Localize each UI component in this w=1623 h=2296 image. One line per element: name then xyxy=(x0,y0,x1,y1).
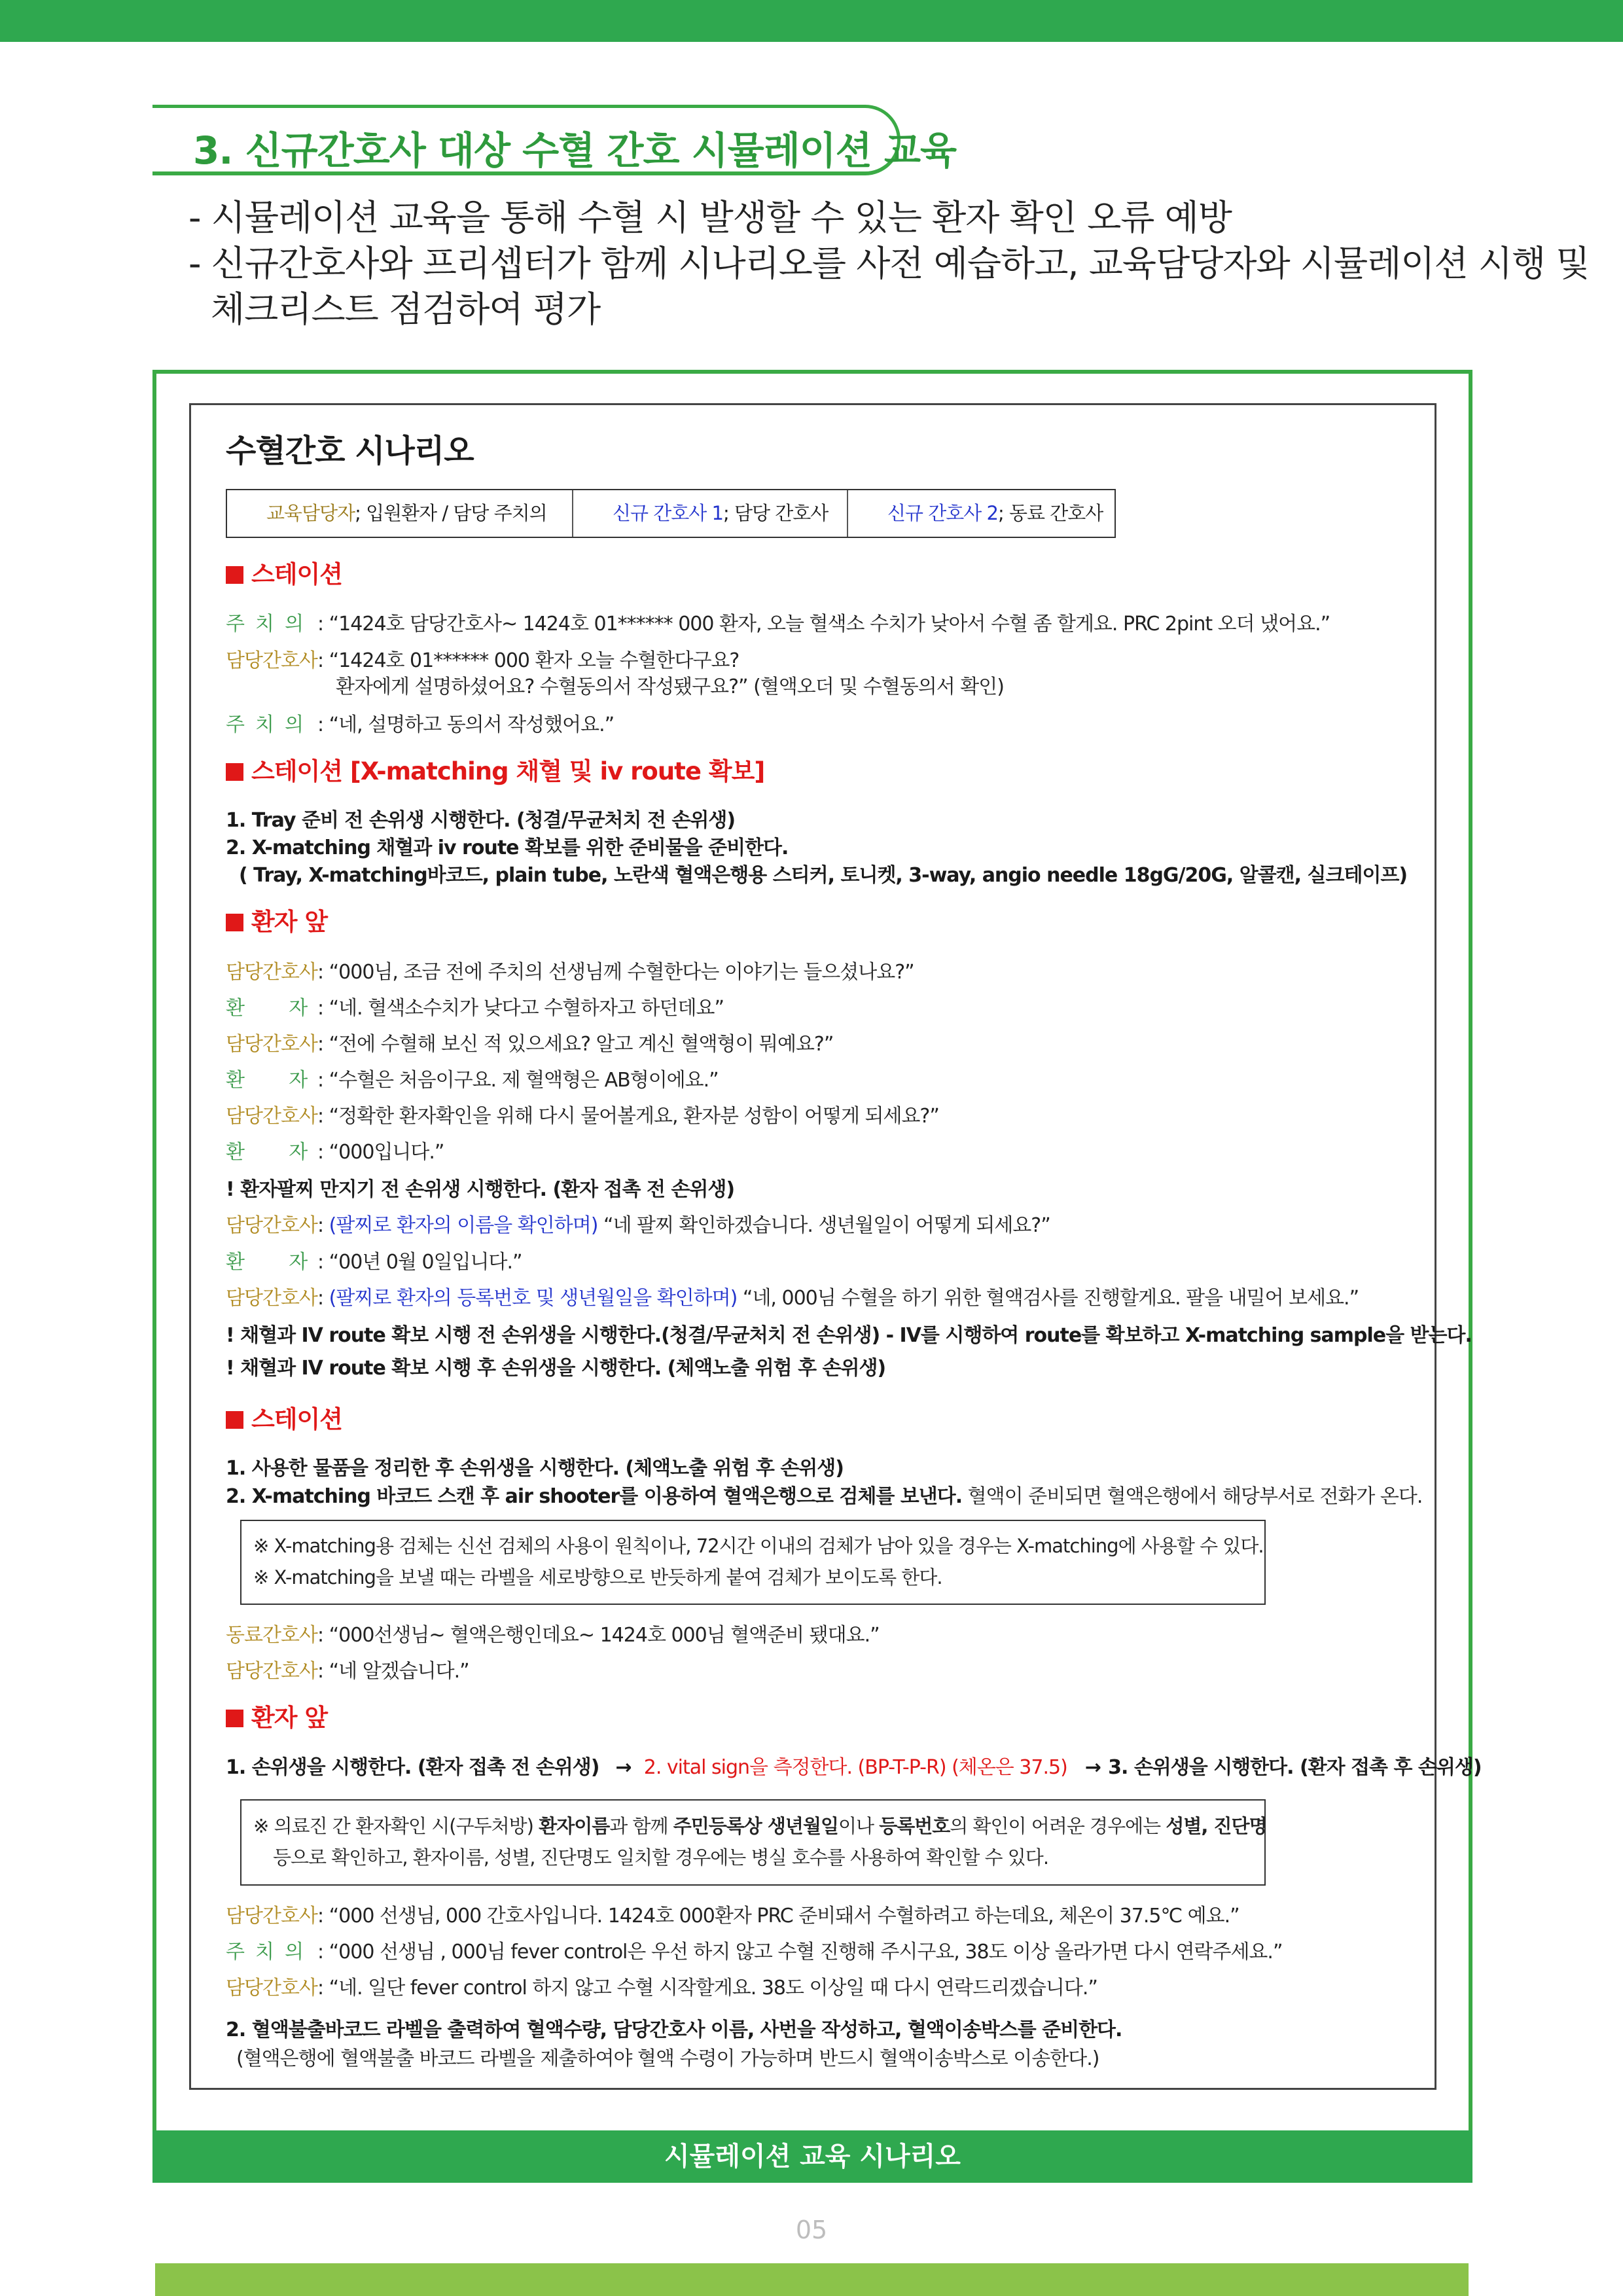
flow-steps xyxy=(226,1751,1482,1780)
speaker-nurse: 담당간호사 xyxy=(226,1033,317,1056)
note-line: 등으로 확인하고, 환자이름, 성별, 진단명도 일치할 경우에는 병실 호수를 사용하여 확인할 수 있다. xyxy=(273,1846,1049,1869)
red-square-icon xyxy=(226,1411,243,1429)
speaker-colleague: 동료간호사 xyxy=(226,1624,317,1647)
note-bold: 등록번호 xyxy=(879,1815,950,1837)
dialogue-line xyxy=(226,1971,1097,2000)
speaker-nurse: 담당간호사 xyxy=(226,649,317,672)
dialogue-text: : “정확한 환자확인을 위해 다시 물어볼게요, 환자분 성함이 어떻게 되세요?” xyxy=(317,1105,939,1128)
speaker-nurse: 담당간호사 xyxy=(226,1977,317,2000)
step-item-note: (혈액은행에 혈액불출 바코드 라벨을 제출하여야 혈액 수령이 가능하며 반드시 혈액이송박스로 이송한다.) xyxy=(236,2047,1099,2070)
dialogue-text: : “1424호 01****** 000 환자 오늘 수혈한다구요? xyxy=(317,649,740,672)
supplies-list: ( Tray, X-matching바코드, plain tube, 노란색 혈액은행용 스티커, 토니켓, 3-way, angio needle 18gG/20G, 알콜캔, 실크테이프) xyxy=(239,864,1408,887)
dialogue-action: (팔찌로 환자의 이름을 확인하며) xyxy=(329,1214,598,1237)
step-item-bold: 2. X-matching 바코드 스캔 후 air shooter를 이용하여 혈액은행으로 검체를 보낸다. xyxy=(226,1485,963,1508)
dialogue-line xyxy=(226,1100,939,1128)
section-station-3-heading xyxy=(226,1399,342,1435)
dialogue-text: : “네. 혈색소수치가 낮다고 수혈하자고 하던데요” xyxy=(317,997,724,1020)
dialogue-line xyxy=(226,1209,1050,1238)
dialogue-line xyxy=(226,1935,1282,1964)
speaker-nurse: 담당간호사 xyxy=(226,1287,317,1310)
section-title: 3. 신규간호사 대상 수혈 간호 시뮬레이션 교육 xyxy=(193,128,957,173)
dialogue-text: : “네. 일단 fever control 하지 않고 수혈 시작할게요. 38도 이상일 때 다시 연락드리겠습니다.” xyxy=(317,1977,1097,2000)
red-square-icon xyxy=(226,763,243,781)
note-text: ※ 의료진 간 환자확인 시(구두처방) xyxy=(253,1815,539,1837)
section-patient-2-label: 환자 앞 xyxy=(251,1704,328,1732)
dialogue-line xyxy=(226,1282,1359,1310)
arrow-right-icon: → xyxy=(615,1756,632,1779)
dialogue-line xyxy=(226,956,914,984)
role-new-nurse-1 xyxy=(573,490,848,537)
footer-band-label: 시뮬레이션 교육 시나리오 xyxy=(664,2142,961,2172)
dialogue-text: : “000선생님~ 혈액은행인데요~ 1424호 000님 혈액준비 됐대요.” xyxy=(317,1624,880,1647)
flow-step-2: 2. vital sign을 측정한다. (BP-T-P-R) (체온은 37.5) xyxy=(643,1756,1067,1779)
role-new-nurse-2-label: 신규 간호사 2 xyxy=(887,502,998,524)
dialogue-line xyxy=(226,644,739,673)
section-station-1-label: 스테이션 xyxy=(251,560,342,588)
step-item: 2. X-matching 채혈과 iv route 확보를 위한 준비물을 준비한다. xyxy=(226,836,789,859)
section-station-2-heading xyxy=(226,751,764,787)
note-line xyxy=(253,1812,1267,1839)
note-line-green: ※ X-matching을 보낼 때는 라벨을 세로방향으로 반듯하게 붙여 검체가 보이도록 한다. xyxy=(253,1566,942,1588)
section-station-2-label: 스테이션 [X-matching 채혈 및 iv route 확보] xyxy=(251,757,765,785)
step-item xyxy=(226,1480,1422,1509)
dialogue-line xyxy=(226,1246,522,1274)
dialogue-line xyxy=(226,992,724,1020)
speaker-patient: 환 자 xyxy=(226,1251,308,1274)
dialogue-text: : “000님, 조금 전에 주치의 선생님께 수혈한다는 이야기는 들으셨나요?” xyxy=(317,961,914,984)
dialogue-text: : “00년 0월 0일입니다.” xyxy=(317,1251,522,1274)
note-bold: 주민등록상 생년월일 xyxy=(673,1815,838,1837)
dialogue-text: : “000입니다.” xyxy=(317,1141,444,1164)
top-green-bar xyxy=(0,0,1623,42)
role-educator-label: 교육담당자 xyxy=(266,502,355,524)
dialogue-line xyxy=(226,1619,880,1647)
speaker-doctor: 주 치 의 xyxy=(226,613,304,636)
speaker-nurse: 담당간호사 xyxy=(226,1660,317,1683)
section-patient-1-label: 환자 앞 xyxy=(251,908,328,936)
note-text: 의 확인이 어려운 경우에는 xyxy=(950,1815,1166,1837)
dialogue-colon: : xyxy=(317,1214,329,1237)
doc-title: 수혈간호 시나리오 xyxy=(226,433,474,469)
note-bold: 성별, 진단명 xyxy=(1166,1815,1267,1837)
section-station-1-heading xyxy=(226,554,342,590)
intro-line-3: 체크리스트 점검하여 평가 xyxy=(211,289,601,330)
dialogue-action: (팔찌로 환자의 등록번호 및 생년월일을 확인하며) xyxy=(329,1287,738,1310)
red-square-icon xyxy=(226,566,243,584)
dialogue-text: “네, 000님 수혈을 하기 위한 혈액검사를 진행할게요. 팔을 내밀어 보세요.” xyxy=(737,1287,1359,1310)
dialogue-line xyxy=(226,1136,444,1164)
step-item: 1. Tray 준비 전 손위생 시행한다. (청결/무균처치 전 손위생) xyxy=(226,809,736,832)
dialogue-text: : “네 알겠습니다.” xyxy=(317,1660,469,1683)
speaker-patient: 환 자 xyxy=(226,1141,308,1164)
red-square-icon xyxy=(226,914,243,931)
dialogue-line xyxy=(226,1064,719,1092)
speaker-nurse: 담당간호사 xyxy=(226,1105,317,1128)
note-text: 과 함께 xyxy=(609,1815,673,1837)
flow-step-3: 3. 손위생을 시행한다. (환자 접촉 후 손위생) xyxy=(1108,1756,1482,1779)
note-text: 이나 xyxy=(838,1815,880,1837)
arrow-right-icon: → xyxy=(1084,1756,1101,1779)
step-item: 2. 혈액불출바코드 라벨을 출력하여 혈액수량, 담당간호사 이름, 사번을 작성하고, 혈액이송박스를 준비한다. xyxy=(226,2018,1122,2041)
step-item-plain: 혈액이 준비되면 혈액은행에서 해당부서로 전화가 온다. xyxy=(962,1485,1423,1508)
speaker-doctor: 주 치 의 xyxy=(226,1941,304,1964)
section-station-3-label: 스테이션 xyxy=(251,1405,342,1433)
section-patient-1-heading xyxy=(226,902,327,937)
dialogue-text: : “전에 수혈해 보신 적 있으세요? 알고 계신 혈액형이 뭐예요?” xyxy=(317,1033,834,1056)
section-patient-2-heading xyxy=(226,1698,327,1733)
role-new-nurse-2 xyxy=(848,490,1115,537)
speaker-patient: 환 자 xyxy=(226,1069,308,1092)
intro-line-2: - 신규간호사와 프리셉터가 함께 시나리오를 사전 예습하고, 교육담당자와 시뮬레이션 시행 및 xyxy=(188,243,1590,284)
dialogue-line xyxy=(226,1028,833,1056)
hand-hygiene-note: ! 환자팔찌 만지기 전 손위생 시행한다. (환자 접촉 전 손위생) xyxy=(226,1178,735,1201)
dialogue-line xyxy=(226,1655,469,1683)
footer-band xyxy=(152,2130,1472,2183)
dialogue-text: : “000 선생님, 000 간호사입니다. 1424호 000환자 PRC 준비돼서 수혈하려고 하는데요, 체온이 37.5℃ 예요.” xyxy=(317,1905,1240,1928)
dialogue-text: : “1424호 담당간호사~ 1424호 01****** 000 환자, 오늘 혈색소 수치가 낮아서 수혈 좀 할게요. PRC 2pint 오더 냈어요.” xyxy=(317,613,1330,636)
section-title-box xyxy=(152,105,957,175)
flow-step-1: 1. 손위생을 시행한다. (환자 접촉 전 손위생) xyxy=(226,1756,599,1779)
role-new-nurse-2-desc: ; 동료 간호사 xyxy=(997,502,1103,524)
dialogue-colon: : xyxy=(317,1287,329,1310)
hand-hygiene-note: ! 채혈과 IV route 확보 시행 후 손위생을 시행한다. (체액노출 위험 후 손위생) xyxy=(226,1357,886,1380)
role-new-nurse-1-label: 신규 간호사 1 xyxy=(613,502,723,524)
speaker-nurse: 담당간호사 xyxy=(226,1905,317,1928)
speaker-patient: 환 자 xyxy=(226,997,308,1020)
role-educator-desc: ; 입원환자 / 담당 주치의 xyxy=(355,502,547,524)
intro-line-1: - 시뮬레이션 교육을 통해 수혈 시 발생할 수 있는 환자 확인 오류 예방 xyxy=(188,197,1232,238)
dialogue-text: : “네, 설명하고 동의서 작성했어요.” xyxy=(317,713,615,736)
speaker-nurse: 담당간호사 xyxy=(226,961,317,984)
speaker-nurse: 담당간호사 xyxy=(226,1214,317,1237)
speaker-doctor: 주 치 의 xyxy=(226,713,304,736)
dialogue-text: : “000 선생님 , 000님 fever control은 우선 하지 않고 수혈 진행해 주시구요, 38도 이상 올라가면 다시 연락주세요.” xyxy=(317,1941,1283,1964)
dialogue-text: : “수혈은 처음이구요. 제 혈액형은 AB형이에요.” xyxy=(317,1069,719,1092)
dialogue-text: “네 팔찌 확인하겠습니다. 생년월일이 어떻게 되세요?” xyxy=(597,1214,1050,1237)
dialogue-line xyxy=(226,708,614,737)
roles-table xyxy=(226,489,1116,538)
dialogue-line-cont: 환자에게 설명하셨어요? 수혈동의서 작성됐구요?” (혈액오더 및 수혈동의서 확인) xyxy=(336,675,1004,698)
role-educator xyxy=(227,490,573,537)
intro-text xyxy=(188,195,1590,332)
step-item: 1. 사용한 물품을 정리한 후 손위생을 시행한다. (체액노출 위험 후 손위생) xyxy=(226,1457,844,1480)
page-number: 05 xyxy=(795,2215,828,2244)
note-line: ※ X-matching용 검체는 신선 검체의 사용이 원칙이나, 72시간 이내의 검체가 남아 있을 경우는 X-matching에 사용할 수 있다. xyxy=(253,1535,1264,1557)
note-bold: 환자이름 xyxy=(539,1815,610,1837)
role-new-nurse-1-desc: ; 담당 간호사 xyxy=(722,502,829,524)
hand-hygiene-note: ! 채혈과 IV route 확보 시행 전 손위생을 시행한다.(청결/무균처치 전 손위생) - IV를 시행하여 route를 확보하고 X-matching sample을 받는다. xyxy=(226,1324,1472,1347)
dialogue-line xyxy=(226,1899,1240,1928)
dialogue-line xyxy=(226,607,1330,636)
bottom-lime-bar xyxy=(155,2263,1469,2296)
red-square-icon xyxy=(226,1710,243,1727)
